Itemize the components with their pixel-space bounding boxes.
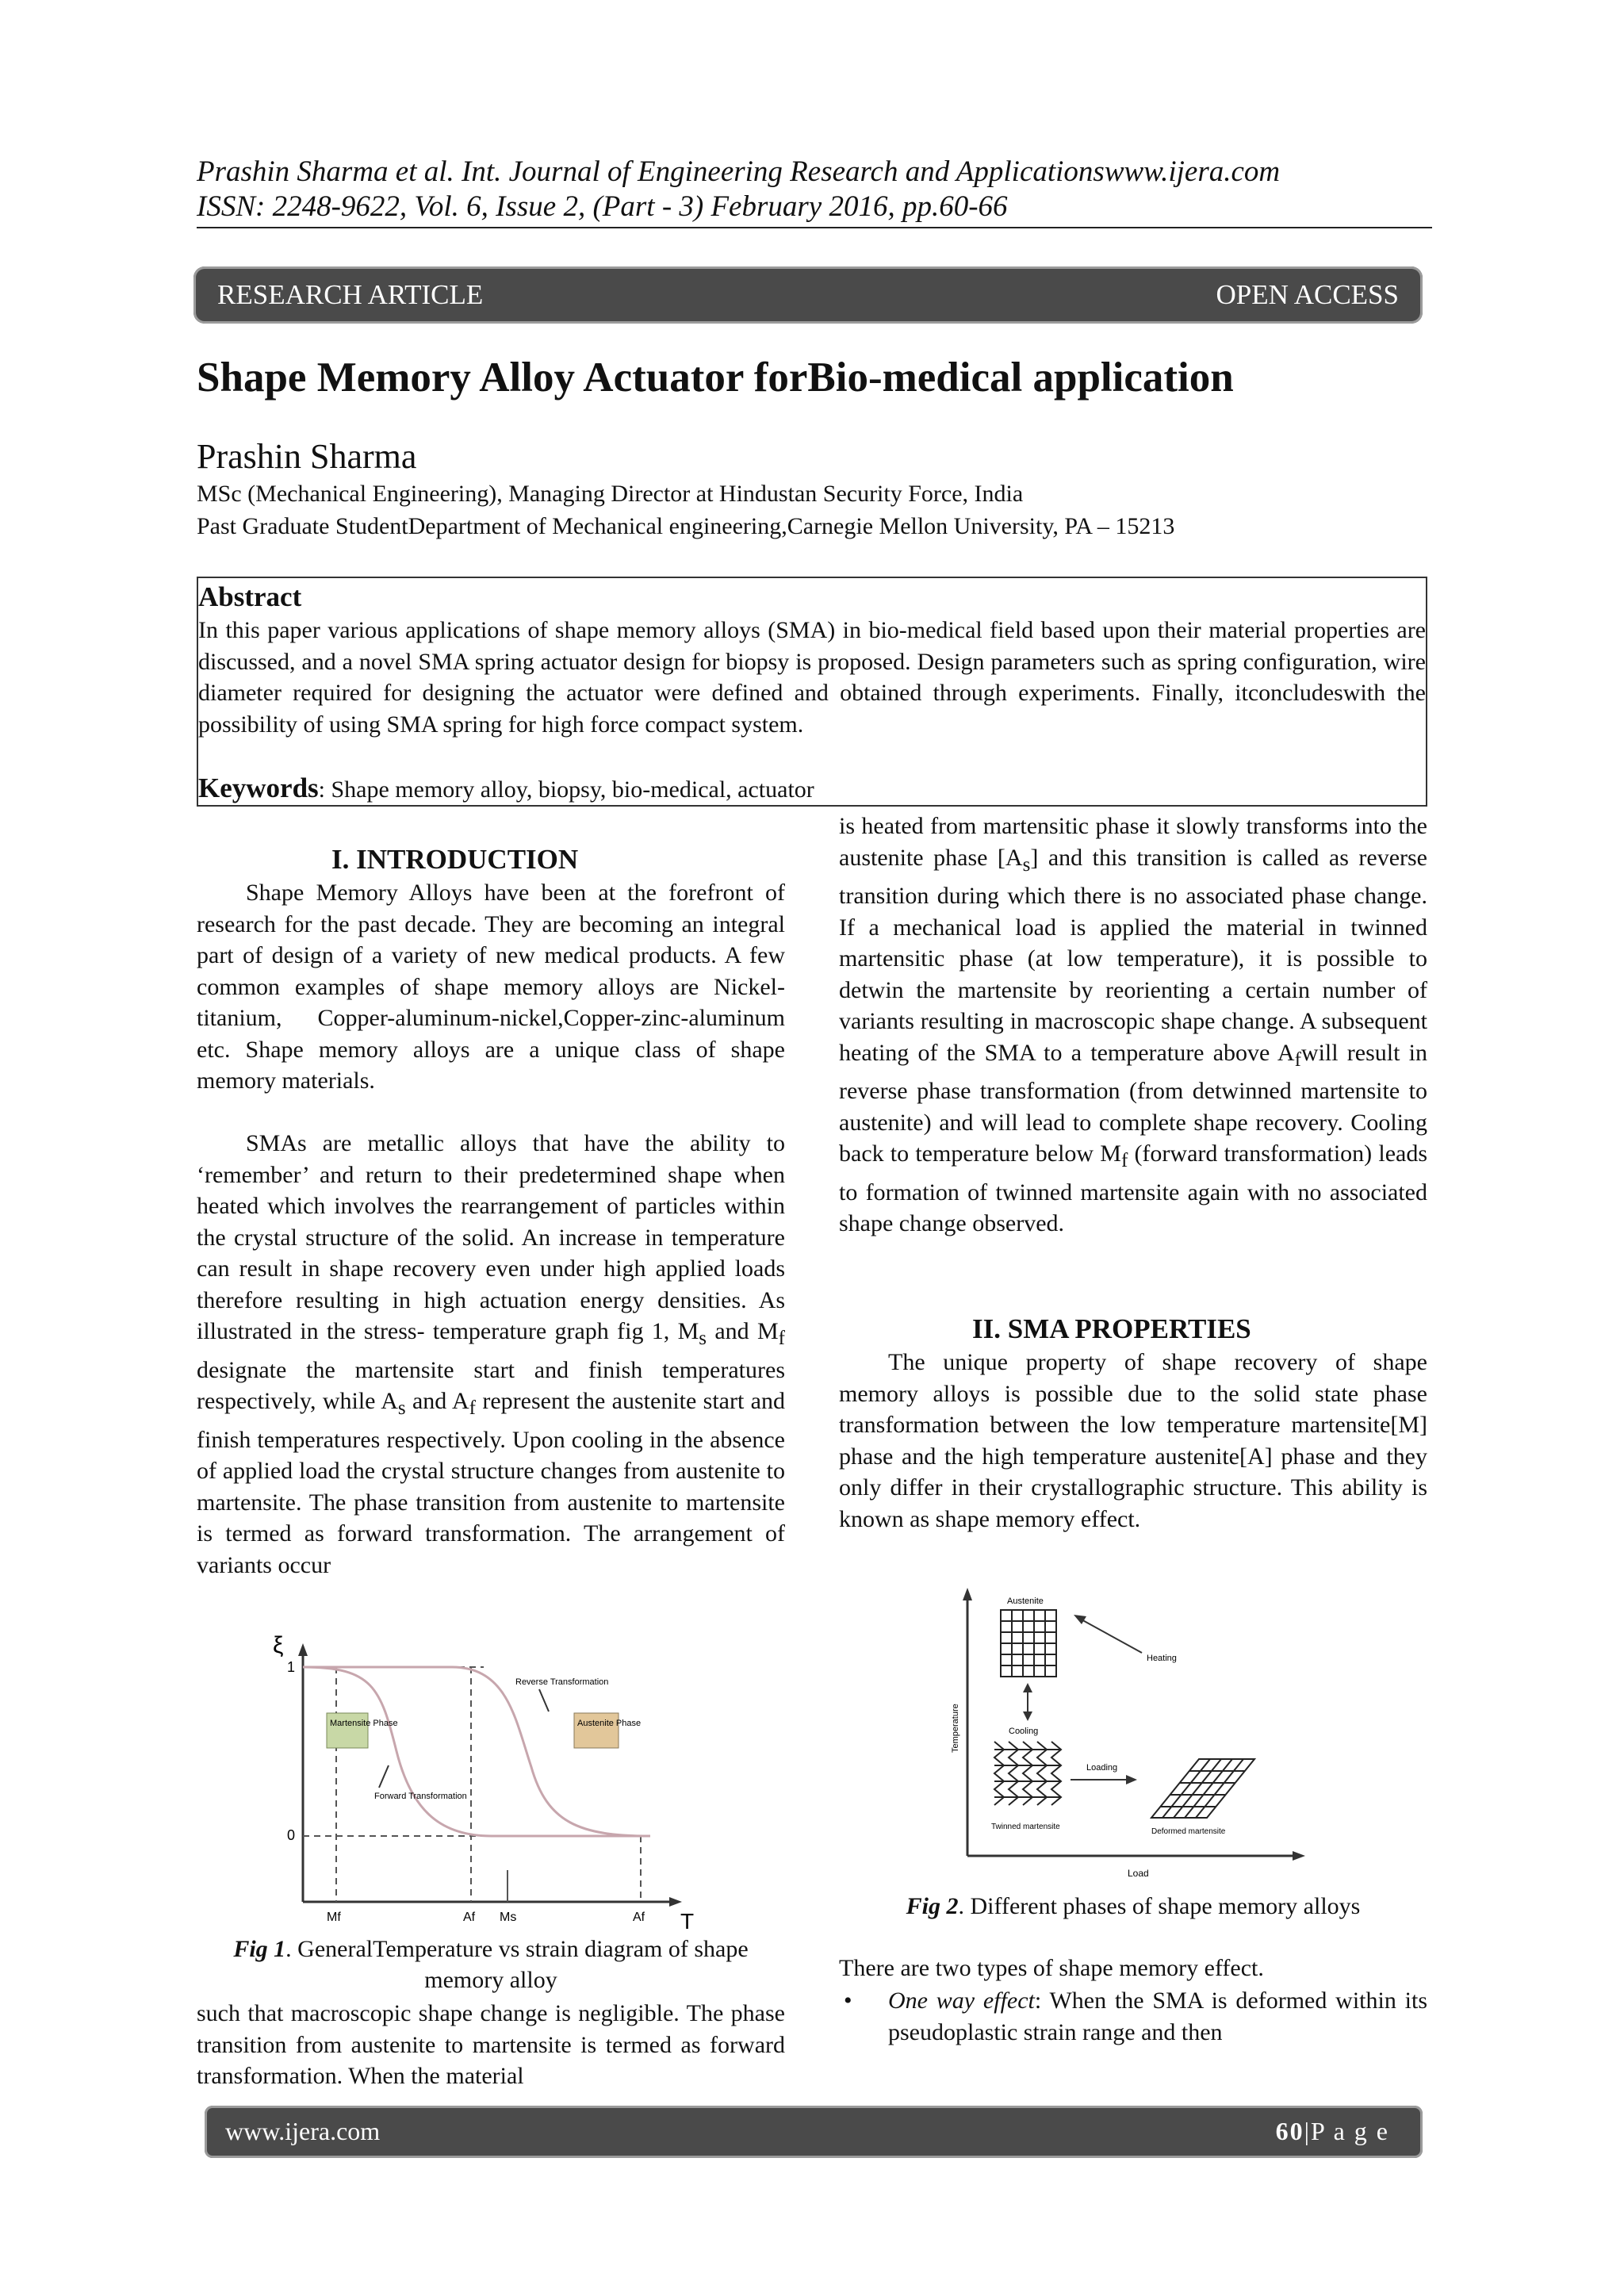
fig1-caption-label: Fig 1 bbox=[233, 1936, 286, 1962]
sma-properties-paragraph: The unique property of shape recovery of shape memory alloys is possible due to the solid state phase transformation between the low temperature martensite[M] phase and the high temperature austenite[A] phase and they only differ in their crystallographic structure. This ability is known as shape memory effect. bbox=[839, 1349, 1427, 1532]
fig2-heating-arrowhead bbox=[1074, 1615, 1086, 1624]
bullet-list bbox=[839, 1985, 1427, 2048]
fig1-austenite-label: Austenite Phase bbox=[577, 1719, 642, 1728]
r1-text-b: ] and this transition is called as reverse transition during which there is no associated phase change. If a mechanical load is applied the material in twinned martensitic phase (at low temperature), it is possible to detwin the martensite by reorienting a certain number of variants resulting in macroscopic shape change. A subsequent heating of the SMA to a temperature above A bbox=[839, 844, 1427, 1066]
fig2-austenite-label: Austenite bbox=[1007, 1596, 1044, 1606]
affiliation-line-1: MSc (Mechanical Engineering), Managing Director at Hindustan Security Force, India bbox=[197, 481, 1024, 507]
footer-page bbox=[1276, 2117, 1389, 2146]
r1-text-a: is heated from martensitic phase it slowly transforms into the austenite phase [A bbox=[839, 813, 1427, 871]
open-access-label: OPEN ACCESS bbox=[1216, 279, 1399, 310]
fig1-forward-label: Forward Transformation bbox=[374, 1792, 467, 1801]
fig2-phases-diagram bbox=[944, 1586, 1308, 1888]
sub-s-2: s bbox=[397, 1397, 406, 1419]
fig2-caption bbox=[839, 1891, 1427, 1922]
fig1-reverse-pointer bbox=[539, 1689, 549, 1711]
fig1-y-zero: 0 bbox=[287, 1827, 296, 1843]
keywords-line bbox=[198, 772, 814, 804]
fig2-cooling-arrow-down bbox=[1023, 1711, 1032, 1721]
fig1-tick-af: Af bbox=[463, 1911, 476, 1924]
fig2-cooling-arrow-up bbox=[1023, 1683, 1032, 1692]
fig2-deformed-label: Deformed martensite bbox=[1151, 1827, 1226, 1836]
fig2-cooling-label: Cooling bbox=[1009, 1727, 1039, 1736]
fig1-x-arrow bbox=[669, 1897, 682, 1907]
intro-paragraph-2 bbox=[197, 1128, 785, 1581]
fig1-reverse-label: Reverse Transformation bbox=[515, 1677, 609, 1687]
one-way-effect-text: : When the SMA is deformed within its pseudoplastic strain range and then bbox=[888, 1987, 1427, 2045]
r1-text-c: will result in reverse phase transformation (from detwinned martensite to austenite) and will lead to complete shape recovery. Cooling back to temperature below M bbox=[839, 1039, 1427, 1167]
r1-sub-f-2: f bbox=[1120, 1150, 1128, 1171]
p2-text-e: represent the austenite start and finish temperatures respectively. Upon cooling in the absence of applied load the crystal structure changes from austenite to martensite. The phase transition from austenite to martensite is termed as forward transformation. The arrangement of variants occur bbox=[197, 1388, 785, 1578]
fig2-x-arrow bbox=[1293, 1851, 1305, 1861]
p2-text-a: SMAs are metallic alloys that have the ability to ‘remember’ and return to their predetermined shape when heated which involves the rearrangement of particles within the crystal structure of the solid. An increase in temperature can result in shape recovery even under high applied loads therefore resulting in high actuation energy densities. As illustrated in the stress- temperature graph fig 1, M bbox=[197, 1130, 785, 1344]
fig2-heating-label: Heating bbox=[1147, 1654, 1177, 1663]
fig1-strain-temperature-diagram bbox=[254, 1632, 698, 1934]
fig2-loading-label: Loading bbox=[1086, 1763, 1118, 1773]
bullet-one-way-effect bbox=[839, 1985, 1427, 2048]
fig1-y-one: 1 bbox=[287, 1659, 296, 1675]
fig1-tick-mf: Mf bbox=[327, 1911, 341, 1924]
sub-f: f bbox=[778, 1328, 785, 1349]
sub-s: s bbox=[699, 1328, 707, 1349]
abstract-heading: Abstract bbox=[198, 581, 302, 612]
research-article-label: RESEARCH ARTICLE bbox=[217, 279, 484, 310]
p2-text-c: designate the martensite start and finish temperatures respectively, while A bbox=[197, 1356, 785, 1414]
fig1-y-symbol: ξ bbox=[273, 1632, 284, 1658]
r1-sub-s: s bbox=[1022, 853, 1031, 876]
fig2-heating-arrow bbox=[1078, 1618, 1142, 1653]
intro-paragraph-1: Shape Memory Alloys have been at the forefront of research for the past decade. They are becoming an integral part of design of a variety of new medical products. A few common examples of shape memory alloys are Nickel-titanium, Copper-aluminum-nickel,Copper-zinc-aluminum etc. Shape memory alloys are a unique class of shape memory materials. bbox=[197, 880, 785, 1094]
fig2-caption-label: Fig 2 bbox=[906, 1893, 959, 1919]
r1-sub-f: f bbox=[1294, 1048, 1301, 1071]
section-introduction-heading: I. INTRODUCTION bbox=[331, 844, 579, 875]
fig1-caption-text: . GeneralTemperature vs strain diagram of shape memory alloy bbox=[285, 1936, 749, 1993]
r1-text-d: (forward transformation) leads to formation of twinned martensite again with no associated shape change observed. bbox=[839, 1140, 1427, 1236]
paper-title: Shape Memory Alloy Actuator forBio-medical application bbox=[197, 355, 1234, 401]
p2-text-d: and A bbox=[405, 1388, 469, 1414]
footer-page-word: |P a g e bbox=[1304, 2117, 1389, 2145]
fig1-tick-af2: Af bbox=[633, 1911, 645, 1924]
fig2-deformed-grid bbox=[1151, 1759, 1254, 1818]
fig2-caption-text: . Different phases of shape memory alloys bbox=[958, 1893, 1361, 1919]
section-sma-properties-heading: II. SMA PROPERTIES bbox=[972, 1313, 1251, 1344]
fig1-martensite-label: Martensite Phase bbox=[330, 1719, 398, 1728]
keywords-list: : Shape memory alloy, biopsy, bio-medical, actuator bbox=[318, 776, 814, 803]
footer-url: www.ijera.com bbox=[225, 2117, 381, 2145]
intro-paragraph-3: such that macroscopic shape change is negligible. The phase transition from austenite to martensite is termed as forward transformation. When the material bbox=[197, 2000, 785, 2089]
fig1-y-arrow bbox=[298, 1643, 308, 1656]
fig2-loading-arrowhead bbox=[1126, 1775, 1137, 1784]
article-type-banner bbox=[193, 266, 1423, 324]
p2-text-b: and M bbox=[707, 1318, 779, 1344]
fig1-x-symbol: T bbox=[680, 1909, 695, 1934]
affiliation-line-2: Past Graduate StudentDepartment of Mechanical engineering,Carnegie Mellon University, PA – 15213 bbox=[197, 513, 1175, 539]
fig2-y-arrow bbox=[963, 1588, 972, 1600]
header-rule bbox=[197, 227, 1432, 228]
footer-page-number: 60 bbox=[1275, 2117, 1304, 2145]
fig1-tick-ms: Ms bbox=[500, 1911, 517, 1924]
right-paragraph-1 bbox=[839, 811, 1427, 1240]
fig2-twinned-label: Twinned martensite bbox=[991, 1823, 1060, 1831]
fig1-forward-pointer bbox=[379, 1765, 389, 1788]
abstract-text: In this paper various applications of shape memory alloys (SMA) in bio-medical field based upon their material properties are discussed, and a novel SMA spring actuator design for biopsy is proposed. Design parameters such as spring configuration, wire diameter required for designing the actuator were defined and obtained through experiments. Finally, itconcludeswith the possibility of using SMA spring for high force compact system. bbox=[198, 617, 1426, 738]
fig2-austenite-grid bbox=[1001, 1610, 1056, 1677]
keywords-label: Keywords bbox=[198, 772, 319, 803]
fig2-y-label: Temperature bbox=[951, 1704, 960, 1753]
author-name: Prashin Sharma bbox=[197, 437, 417, 476]
journal-header-line2: ISSN: 2248-9622, Vol. 6, Issue 2, (Part - 3) February 2016, pp.60-66 bbox=[197, 190, 1008, 223]
journal-header-line1: Prashin Sharma et al. Int. Journal of Engineering Research and Applicationswww.ijera.com bbox=[197, 155, 1281, 188]
fig1-forward-curve bbox=[303, 1667, 650, 1836]
fig2-x-label: Load bbox=[1128, 1868, 1149, 1879]
sme-types-list bbox=[839, 1985, 1427, 2048]
one-way-effect-label: One way effect bbox=[888, 1987, 1035, 2014]
page-footer bbox=[205, 2106, 1423, 2158]
sub-f-2: f bbox=[469, 1397, 476, 1419]
fig1-reverse-curve bbox=[303, 1667, 650, 1836]
fig1-caption bbox=[197, 1934, 785, 1995]
fig2-twinned-grid bbox=[994, 1742, 1061, 1805]
sme-types-intro: There are two types of shape memory effect. bbox=[839, 1955, 1264, 1981]
